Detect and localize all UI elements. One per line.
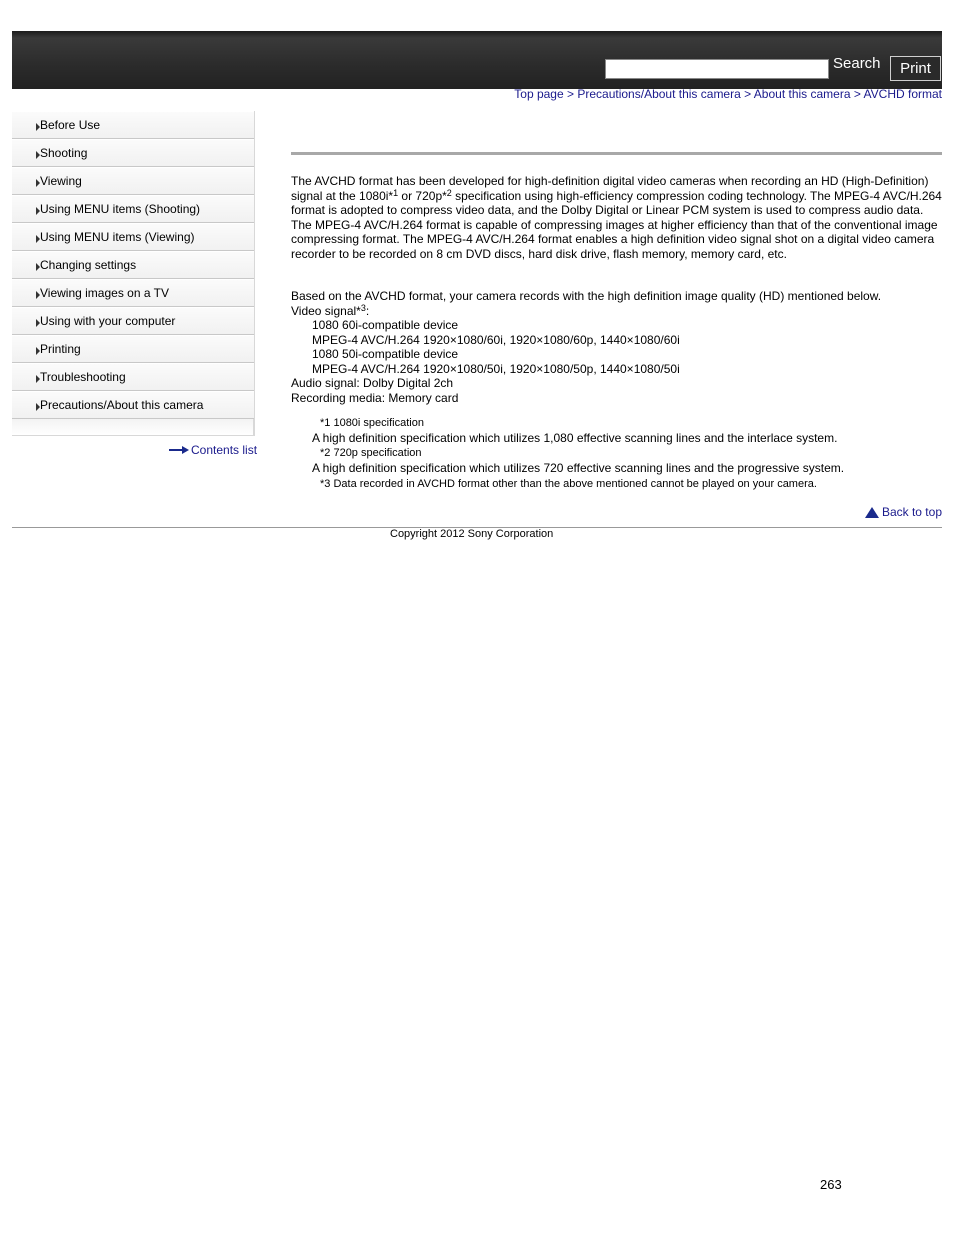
note2-label: *2 720p specification xyxy=(320,447,422,459)
note3-text: *3 Data recorded in AVCHD format other than the above mentioned cannot be played on your camera. xyxy=(320,478,817,490)
triangle-right-icon xyxy=(36,291,40,299)
sidebar-item-label: Precautions/About this camera xyxy=(40,398,204,412)
intro-paragraph xyxy=(291,174,942,218)
triangle-right-icon xyxy=(36,179,40,187)
note1-text: A high definition specification which utilizes 1,080 effective scanning lines and the interlace system. xyxy=(312,430,838,445)
sidebar-item-label: Printing xyxy=(40,342,81,356)
spec-50i: MPEG-4 AVC/H.264 1920×1080/50i, 1920×1080/50p, 1440×1080/50i xyxy=(312,361,680,376)
note2-text: A high definition specification which utilizes 720 effective scanning lines and the progressive system. xyxy=(312,460,845,475)
compression-paragraph: The MPEG-4 AVC/H.264 format is capable of compressing images at higher efficiency than that of the conventional image compressing format. The MPEG-4 AVC/H.264 format enables a high definition video signal shot on a digital video camera recorder to be recorded on 8 cm DVD discs, hard disk drive, flash memory, memory card, etc. xyxy=(291,217,938,261)
sidebar-item-computer[interactable] xyxy=(12,307,254,335)
triangle-right-icon xyxy=(36,403,40,411)
breadcrumb-separator: > xyxy=(850,87,864,101)
sidebar-item-troubleshooting[interactable] xyxy=(12,363,254,391)
sidebar-item-menu-viewing[interactable] xyxy=(12,223,254,251)
device-60i: 1080 60i-compatible device xyxy=(312,318,459,332)
triangle-right-icon xyxy=(36,375,40,383)
breadcrumb-avchd-format[interactable]: AVCHD format xyxy=(863,87,942,101)
breadcrumb xyxy=(514,87,942,101)
audio-signal-line: Audio signal: Dolby Digital 2ch xyxy=(291,376,454,390)
contents-list-label: Contents list xyxy=(191,443,258,457)
sidebar-item-viewing-tv[interactable] xyxy=(12,279,254,307)
triangle-right-icon xyxy=(36,151,40,159)
sidebar-item-label: Viewing xyxy=(40,174,82,188)
sidebar-item-label: Using with your computer xyxy=(40,314,176,328)
recording-paragraph: Based on the AVCHD format, your camera records with the high definition image quality (HD) mentioned below. xyxy=(291,289,882,303)
sidebar-item-label: Shooting xyxy=(40,146,88,160)
breadcrumb-separator: > xyxy=(563,87,578,101)
text: specification using high-efficiency compression coding technology. The MPEG-4 AVC/H.264 format is adopted to compress video data, and the Dolby Digital or Linear PCM system is used to compress audio data. xyxy=(291,188,942,217)
sidebar-footer xyxy=(12,419,254,435)
sidebar-item-shooting[interactable] xyxy=(12,139,254,167)
triangle-right-icon xyxy=(36,235,40,243)
recording-media-line: Recording media: Memory card xyxy=(291,390,459,405)
breadcrumb-separator: > xyxy=(740,87,754,101)
breadcrumb-top-page[interactable]: Top page xyxy=(514,87,564,101)
text: or 720p* xyxy=(398,188,447,203)
sidebar-item-printing[interactable] xyxy=(12,335,254,363)
sidebar-item-label: Before Use xyxy=(40,118,101,132)
search-input[interactable] xyxy=(605,59,829,79)
video-signal-line xyxy=(291,304,942,319)
triangle-right-icon xyxy=(36,347,40,355)
text: Video signal* xyxy=(291,303,361,318)
footnote-ref: 3 xyxy=(360,302,366,313)
device-50i: 1080 50i-compatible device xyxy=(312,347,459,361)
copyright: Copyright 2012 Sony Corporation xyxy=(390,528,554,540)
sidebar-item-menu-shooting[interactable] xyxy=(12,195,254,223)
triangle-right-icon xyxy=(36,319,40,327)
sidebar-item-label: Troubleshooting xyxy=(40,370,126,384)
page-number: 263 xyxy=(820,1177,842,1192)
sidebar xyxy=(12,111,255,436)
triangle-up-icon xyxy=(865,507,879,518)
note1-label: *1 1080i specification xyxy=(320,417,424,429)
spec-60i: MPEG-4 AVC/H.264 1920×1080/60i, 1920×1080/60p, 1440×1080/60i xyxy=(312,332,680,347)
print-button[interactable]: Print xyxy=(890,56,941,81)
sidebar-item-label: Using MENU items (Viewing) xyxy=(40,230,195,244)
triangle-right-icon xyxy=(36,263,40,271)
sidebar-item-precautions[interactable] xyxy=(12,391,254,419)
sidebar-item-changing-settings[interactable] xyxy=(12,251,254,279)
triangle-right-icon xyxy=(36,123,40,131)
contents-list-link[interactable] xyxy=(169,443,257,457)
sidebar-item-label: Using MENU items (Shooting) xyxy=(40,202,201,216)
sidebar-item-label: Changing settings xyxy=(40,258,137,272)
breadcrumb-about-camera[interactable]: About this camera xyxy=(753,87,851,101)
search-button[interactable]: Search xyxy=(833,55,881,72)
triangle-right-icon xyxy=(36,207,40,215)
breadcrumb-precautions[interactable]: Precautions/About this camera xyxy=(577,87,741,101)
text: : xyxy=(365,303,370,318)
sidebar-item-before-use[interactable] xyxy=(12,111,254,139)
arrow-right-icon xyxy=(169,445,189,455)
main-content xyxy=(291,174,942,492)
footnote-ref: 1 xyxy=(393,187,399,198)
title-divider xyxy=(291,152,942,155)
footnote-ref: 2 xyxy=(446,187,452,198)
back-to-top-link[interactable] xyxy=(865,505,942,519)
sidebar-item-viewing[interactable] xyxy=(12,167,254,195)
sidebar-item-label: Viewing images on a TV xyxy=(40,286,169,300)
back-to-top-label: Back to top xyxy=(881,505,942,519)
text: The AVCHD format has been developed for high-definition digital video cameras when recording an HD (High-Definition) signal at the 1080i* xyxy=(291,174,929,203)
